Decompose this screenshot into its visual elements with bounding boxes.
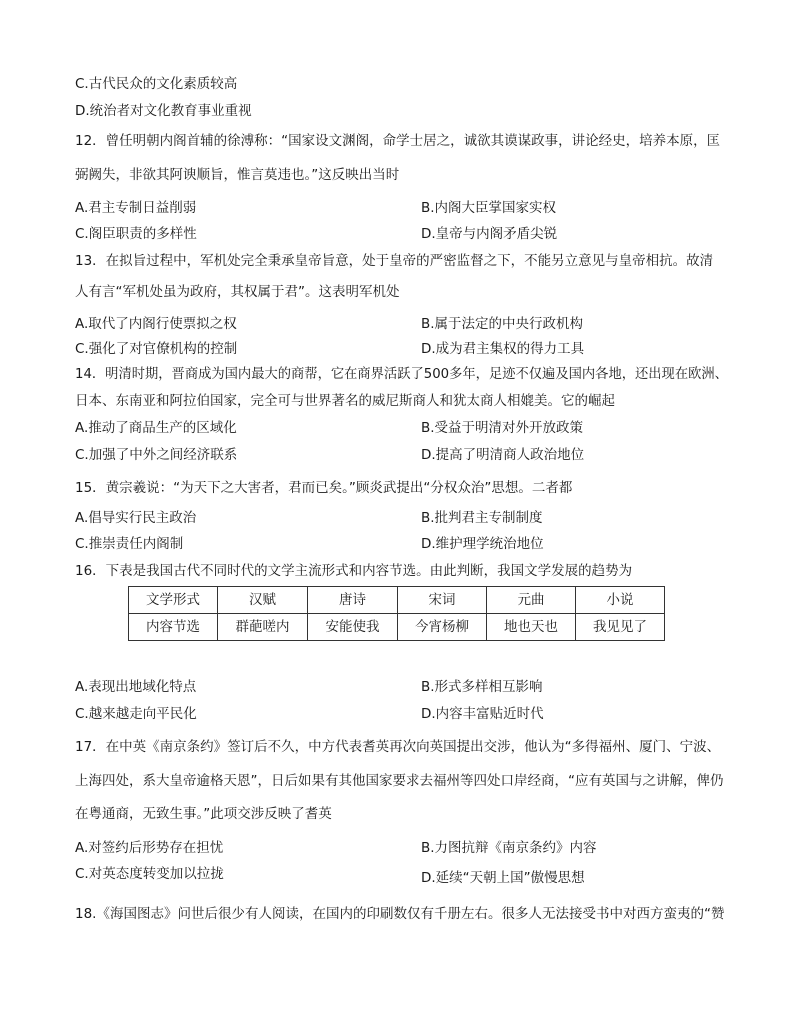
table-cell: 安能使我 xyxy=(308,614,398,641)
table-cell: 内容节选 xyxy=(129,614,218,641)
q14-option-c: C.加强了中外之间经济联系 xyxy=(75,447,238,463)
table-cell: 元曲 xyxy=(487,587,576,614)
q13-option-b: B.属于法定的中央行政机构 xyxy=(421,316,584,332)
q14-option-d: D.提高了明清商人政治地位 xyxy=(421,447,585,463)
q13-option-c: C.强化了对官僚机构的控制 xyxy=(75,341,238,357)
q16-option-b: B.形式多样相互影响 xyxy=(421,679,543,695)
q18-stem-line-1: 18.《海国图志》问世后很少有人阅读，在国内的印刷数仅有千册左右。很多人无法接受书中对西方蛮夷的“赞 xyxy=(75,906,725,922)
q15-option-a: A.倡导实行民主政治 xyxy=(75,510,197,526)
q13-stem-line-2: 人有言“军机处虽为政府，其权属于君”。这表明军机处 xyxy=(75,284,400,300)
q14-stem-line-1: 14．明清时期，晋商成为国内最大的商帮，它在商界活跃了500多年，足迹不仅遍及国内各地，还出现在欧洲、 xyxy=(75,366,728,382)
q15-stem-line-1: 15．黄宗羲说：“为天下之大害者，君而已矣。”顾炎武提出“分权众治”思想。二者都 xyxy=(75,480,573,496)
table-header-row xyxy=(129,587,665,614)
table-row xyxy=(129,614,665,641)
table-cell: 今宵杨柳 xyxy=(398,614,487,641)
table-cell: 我见见了 xyxy=(576,614,665,641)
q15-option-d: D.维护理学统治地位 xyxy=(421,536,544,552)
table-cell: 群葩嗟内 xyxy=(218,614,308,641)
q13-option-a: A.取代了内阁行使票拟之权 xyxy=(75,316,237,332)
table-cell: 唐诗 xyxy=(308,587,398,614)
table-cell: 地也天也 xyxy=(487,614,576,641)
q12-option-c: C.阁臣职责的多样性 xyxy=(75,226,197,242)
q15-option-b: B.批判君主专制制度 xyxy=(421,510,543,526)
q11-option-d: D.统治者对文化教育事业重视 xyxy=(75,103,252,119)
q16-option-d: D.内容丰富贴近时代 xyxy=(421,706,544,722)
q13-option-d: D.成为君主集权的得力工具 xyxy=(421,341,585,357)
q16-option-c: C.越来越走向平民化 xyxy=(75,706,197,722)
table-cell: 文学形式 xyxy=(129,587,218,614)
q12-stem-line-2: 弼阙失，非欲其阿谀顺旨，惟言莫违也。”这反映出当时 xyxy=(75,167,400,183)
q17-stem-line-3: 在粤通商，无致生事。”此项交涉反映了耆英 xyxy=(75,806,332,822)
table-cell: 汉赋 xyxy=(218,587,308,614)
q12-stem-line-1: 12．曾任明朝内阁首辅的徐溥称：“国家设文渊阁，命学士居之，诚欲其谟谋政事，讲论经史，培养本原，匡 xyxy=(75,133,721,149)
q17-option-c: C.对英态度转变加以拉拢 xyxy=(75,866,224,882)
q12-option-a: A.君主专制日益削弱 xyxy=(75,200,197,216)
q17-option-d: D.延续“天朝上国”傲慢思想 xyxy=(421,870,585,886)
q15-option-c: C.推崇责任内阁制 xyxy=(75,536,184,552)
q12-option-d: D.皇帝与内阁矛盾尖锐 xyxy=(421,226,558,242)
q17-option-b: B.力图抗辩《南京条约》内容 xyxy=(421,840,597,856)
q17-option-a: A.对签约后形势存在担忧 xyxy=(75,840,224,856)
q12-option-b: B.内阁大臣掌国家实权 xyxy=(421,200,557,216)
q14-option-b: B.受益于明清对外开放政策 xyxy=(421,420,584,436)
q16-stem-line-1: 16．下表是我国古代不同时代的文学主流形式和内容节选。由此判断，我国文学发展的趋势为 xyxy=(75,563,633,579)
q17-stem-line-1: 17．在中英《南京条约》签订后不久，中方代表耆英再次向英国提出交涉，他认为“多得福州、厦门、宁波、 xyxy=(75,739,721,755)
q11-option-c: C.古代民众的文化素质较高 xyxy=(75,76,238,92)
q17-stem-line-2: 上海四处，系大皇帝逾格天恩”，日后如果有其他国家要求去福州等四处口岸经商，“应有英国与之讲解，俾仍 xyxy=(75,773,724,789)
q14-option-a: A.推动了商品生产的区域化 xyxy=(75,420,237,436)
q13-stem-line-1: 13．在拟旨过程中，军机处完全秉承皇帝旨意，处于皇帝的严密监督之下，不能另立意见与皇帝相抗。故清 xyxy=(75,253,714,269)
table-cell: 小说 xyxy=(576,587,665,614)
q16-option-a: A.表现出地域化特点 xyxy=(75,679,197,695)
table-cell: 宋词 xyxy=(398,587,487,614)
q14-stem-line-2: 日本、东南亚和阿拉伯国家，完全可与世界著名的威尼斯商人和犹太商人相媲美。它的崛起 xyxy=(75,393,615,409)
literature-table xyxy=(128,586,665,641)
